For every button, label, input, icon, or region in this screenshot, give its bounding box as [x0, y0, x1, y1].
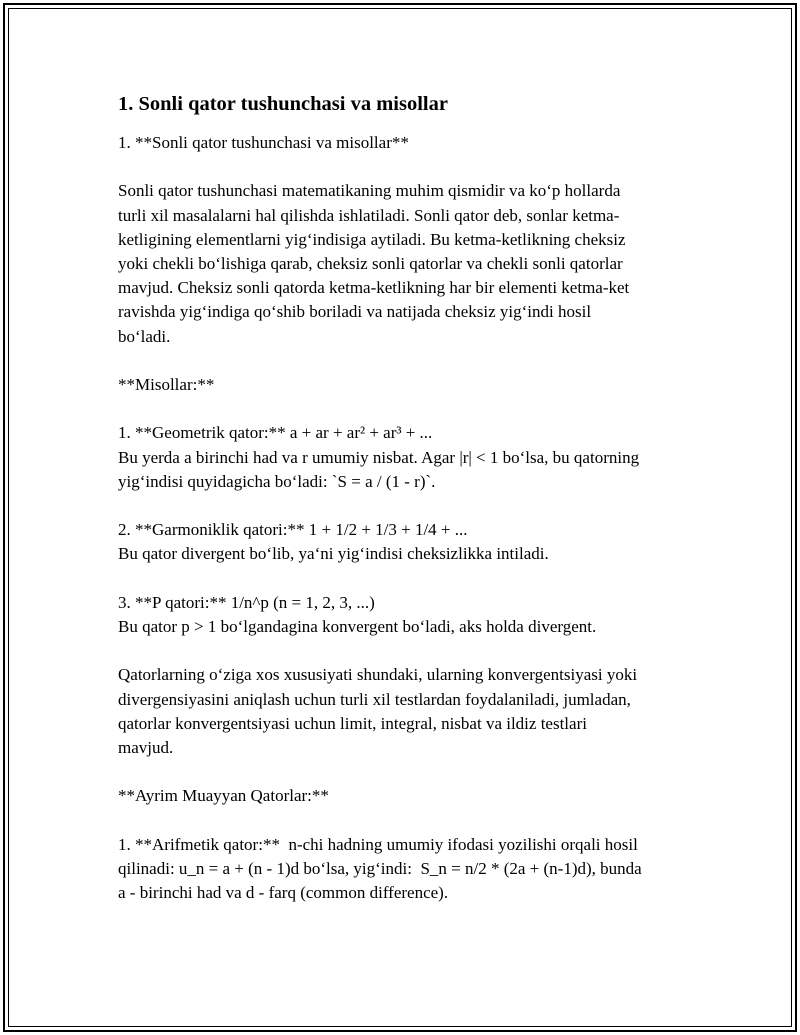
text-line: Bu yerda a birinchi had va r umumiy nisbat. Agar |r| < 1 bo‘lsa, bu qatorning [118, 447, 640, 467]
paragraph [118, 131, 698, 155]
text-line: 1. **Sonli qator tushunchasi va misollar** [118, 133, 409, 152]
text-line: a - birinchi had va d - farq (common difference). [118, 883, 449, 903]
text-line: 1. **Geometrik qator:** a + ar + ar² + ar³ + ... [118, 423, 433, 443]
text-line: qilinadi: u_n = a + (n - 1)d bo‘lsa, yig‘indi: S_n = n/2 * (2a + (n-1)d), bunda [118, 858, 642, 878]
paragraph [118, 663, 698, 760]
text-line: Qatorlarning o‘ziga xos xususiyati shundaki, ularning konvergentsiyasi yoki [118, 665, 638, 685]
text-line: ketligining elementlarni yig‘indisiga aytiladi. Bu ketma-ketlikning cheksiz [118, 229, 626, 249]
paragraph [118, 833, 698, 906]
paragraph [118, 373, 698, 397]
paragraph [118, 421, 698, 494]
text-line: 1. **Arifmetik qator:** n-chi hadning umumiy ifodasi yozilishi orqali hosil [118, 834, 638, 854]
text-line: yoki chekli bo‘lishiga qarab, cheksiz sonli qatorlar va chekli sonli qatorlar [118, 254, 623, 273]
document-heading: 1. Sonli qator tushunchasi va misollar [118, 93, 448, 115]
text-line: 3. **P qatori:** 1/n^p (n = 1, 2, 3, ...) [118, 592, 375, 612]
text-line: qatorlar konvergentsiyasi uchun limit, integral, nisbat va ildiz testlari [118, 713, 587, 733]
paragraph [118, 518, 698, 566]
text-line: yig‘indisi quyidagicha bo‘ladi: `S = a / (1 - r)`. [118, 471, 436, 491]
document-body [118, 90, 698, 930]
text-line: **Ayrim Muayyan Qatorlar:** [118, 786, 329, 806]
paragraph [118, 179, 698, 348]
paragraph [118, 591, 698, 639]
text-line: **Misollar:** [118, 375, 215, 394]
text-line: Sonli qator tushunchasi matematikaning muhim qismidir va ko‘p hollarda [118, 181, 621, 201]
paragraph [118, 784, 698, 808]
text-line: Bu qator p > 1 bo‘lgandagina konvergent bo‘ladi, aks holda divergent. [118, 616, 597, 636]
text-line: ravishda yig‘indiga qo‘shib boriladi va natijada cheksiz yig‘indi hosil [118, 302, 592, 322]
text-line: turli xil masalalarni hal qilishda ishlatiladi. Sonli qator deb, sonlar ketma- [118, 205, 620, 225]
text-line: bo‘ladi. [118, 326, 171, 346]
text-line: mavjud. [118, 737, 174, 757]
paragraphs-container [118, 131, 698, 905]
text-line: mavjud. Cheksiz sonli qatorda ketma-ketlikning har bir elementi ketma-ket [118, 278, 630, 298]
text-line: Bu qator divergent bo‘lib, ya‘ni yig‘indisi cheksizlikka intiladi. [118, 544, 549, 564]
text-line: divergensiyasini aniqlash uchun turli xil testlardan foydalaniladi, jumladan, [118, 689, 631, 709]
text-line: 2. **Garmoniklik qatori:** 1 + 1/2 + 1/3 + 1/4 + ... [118, 520, 468, 540]
